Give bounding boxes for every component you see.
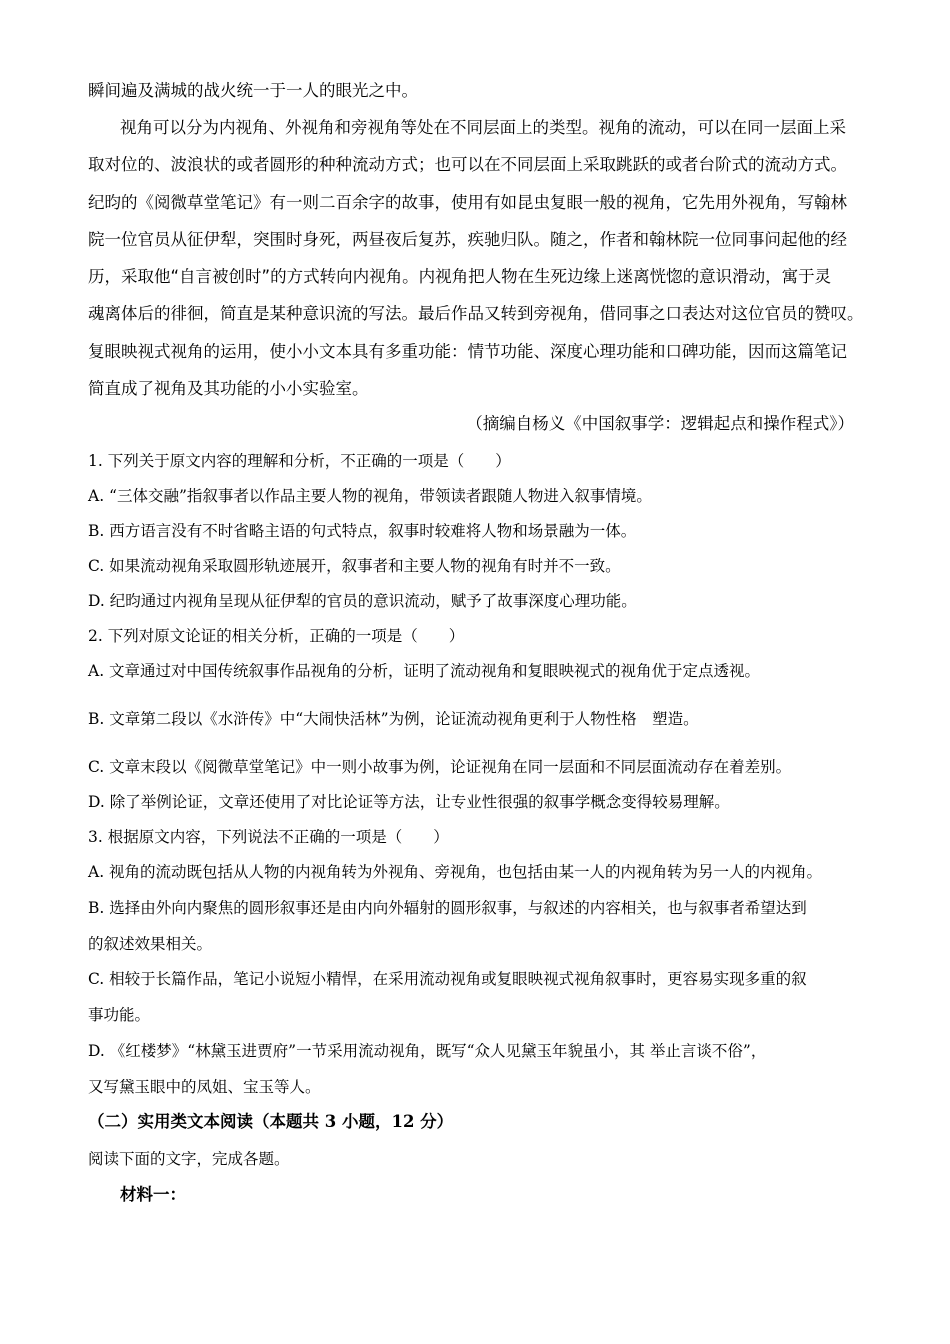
question-option: D. 除了举例论证，文章还使用了对比论证等方法，让专业性很强的叙事学概念变得较易理解。: [88, 793, 730, 811]
passage-line: 瞬间遍及满城的战火统一于一人的眼光之中。: [88, 81, 418, 100]
material-label: 材料一：: [120, 1185, 186, 1204]
question-stem: 2. 下列对原文论证的相关分析，正确的一项是（ ）: [88, 627, 465, 645]
passage-source: （摘编自杨义《中国叙事学：逻辑起点和操作程式》）: [466, 414, 854, 433]
question-option: B. 西方语言没有不时省略主语的句式特点，叙事时较难将人物和场景融为一体。: [88, 522, 637, 540]
passage-line: 纪昀的《阅微草堂笔记》有一则二百余字的故事，使用有如昆虫复眼一般的视角，它先用外视角，写翰林: [88, 193, 847, 212]
question-option: C. 如果流动视角采取圆形轨迹展开，叙事者和主要人物的视角有时并不一致。: [88, 557, 621, 575]
passage-line: 复眼映视式视角的运用，使小小文本具有多重功能：情节功能、深度心理功能和口碑功能，因而这篇笔记: [88, 342, 847, 361]
question-option: D. 纪昀通过内视角呈现从征伊犁的官员的意识流动，赋予了故事深度心理功能。: [88, 592, 637, 610]
question-option: A. “三体交融”指叙事者以作品主要人物的视角，带领读者跟随人物进入叙事情境。: [88, 487, 652, 505]
question-option: B. 文章第二段以《水浒传》中“大闹快活林”为例，论证流动视角更利于人物性格 塑造。: [88, 710, 699, 728]
question-option: B. 选择由外向内聚焦的圆形叙事还是由内向外辐射的圆形叙事，与叙述的内容相关，也与叙事者希望达到: [88, 899, 807, 917]
question-option-continued: 又写黛玉眼中的凤姐、宝玉等人。: [88, 1078, 321, 1096]
question-option: C. 文章末段以《阅微草堂笔记》中一则小故事为例，论证视角在同一层面和不同层面流动存在着差别。: [88, 758, 792, 776]
question-option-continued: 的叙述效果相关。: [88, 935, 213, 953]
question-stem: 1. 下列关于原文内容的理解和分析，不正确的一项是（ ）: [88, 452, 511, 470]
question-option: A. 视角的流动既包括从人物的内视角转为外视角、旁视角，也包括由某一人的内视角转为另一人的内视角。: [88, 863, 823, 881]
question-option: D. 《红楼梦》“林黛玉进贾府”一节采用流动视角，既写“众人见黛玉年貌虽小，其 举止言谈不俗”，: [88, 1042, 767, 1060]
question-option: A. 文章通过对中国传统叙事作品视角的分析，证明了流动视角和复眼映视式的视角优于定点透视。: [88, 662, 761, 680]
passage-line: 取对位的、波浪状的或者圆形的种种流动方式；也可以在不同层面上采取跳跃的或者台阶式的流动方式。: [88, 155, 847, 174]
passage-line: 魂离体后的徘徊，简直是某种意识流的写法。最后作品又转到旁视角，借同事之口表达对这位官员的赞叹。: [88, 304, 864, 323]
question-option-continued: 事功能。: [88, 1006, 151, 1024]
passage-line: 简直成了视角及其功能的小小实验室。: [88, 379, 369, 398]
passage-line: 院一位官员从征伊犁，突围时身死，两昼夜后复苏，疾驰归队。随之，作者和翰林院一位同事问起他的经: [88, 230, 847, 249]
section-heading: （二）实用类文本阅读（本题共 3 小题，12 分）: [88, 1112, 454, 1131]
question-stem: 3. 根据原文内容，下列说法不正确的一项是（ ）: [88, 828, 449, 846]
section-instruction: 阅读下面的文字，完成各题。: [88, 1150, 290, 1168]
question-option: C. 相较于长篇作品，笔记小说短小精悍，在采用流动视角或复眼映视式视角叙事时，更容易实现多重的叙: [88, 970, 807, 988]
passage-line: 视角可以分为内视角、外视角和旁视角等处在不同层面上的类型。视角的流动，可以在同一层面上采: [120, 118, 846, 137]
passage-line: 历，采取他“自言被创时”的方式转向内视角。内视角把人物在生死边缘上迷离恍惚的意识滑动，寓于灵: [88, 267, 832, 286]
